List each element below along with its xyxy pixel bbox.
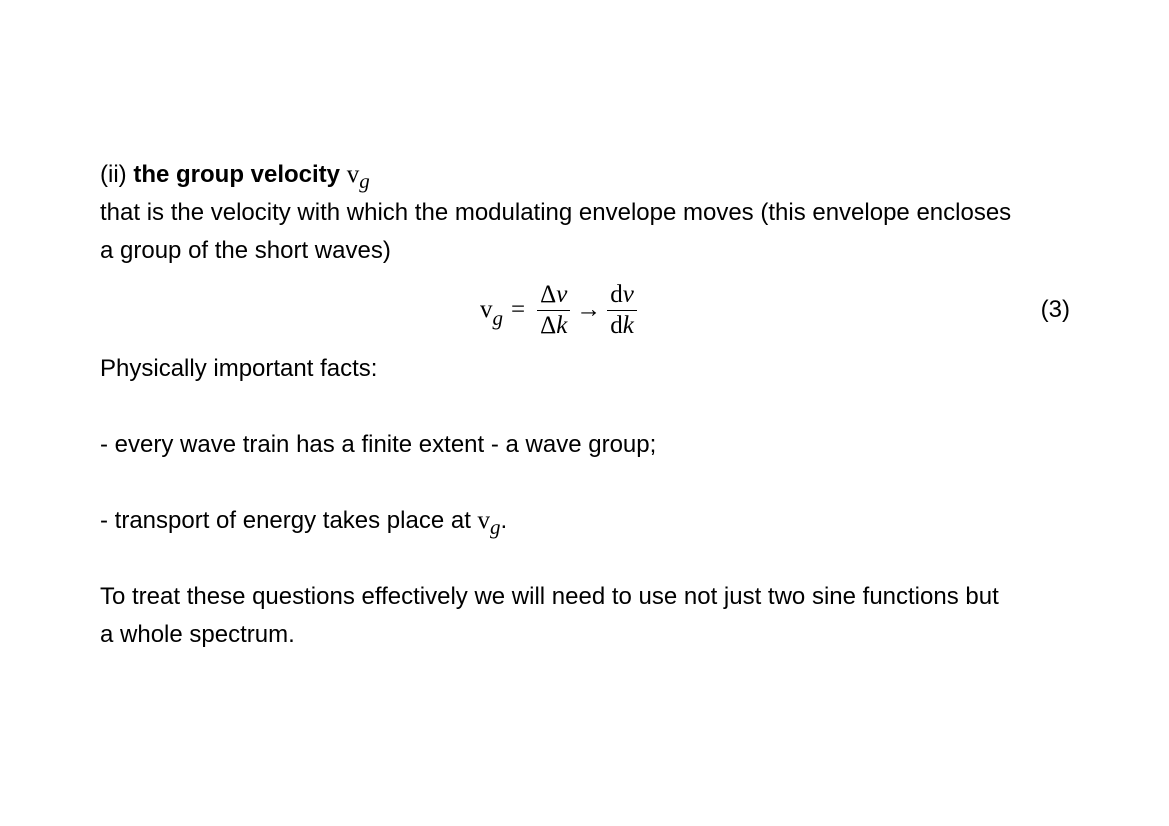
equation-lhs-subscript: g [492,306,503,330]
equation-lhs: v [480,296,493,323]
derivative-fraction-denominator: dk [610,311,634,339]
equation-arrow: → [576,296,602,323]
derivative-fraction-numerator: dν [607,280,637,311]
fact-energy-transport [100,502,1070,540]
equation-row [100,270,1070,350]
conclusion-line-2: a whole spectrum. [100,621,295,648]
equation-number: (3) [1040,296,1070,323]
facts-heading: Physically important facts: [100,355,378,382]
energy-velocity-symbol: v [477,507,491,534]
section-title: the group velocity [133,161,341,188]
fact-wave-group: - every wave train has a finite extent - a wave group; [100,431,657,458]
delta-fraction-denominator: Δk [540,311,568,339]
group-velocity-equation [480,280,641,340]
conclusion-line-1: To treat these questions effectively we will need to use not just two sine functions but [100,583,999,610]
spacer [100,540,1070,578]
spacer [100,388,1070,426]
section-heading [100,156,1070,194]
fact-energy-end: . [500,507,508,534]
equation-equals: = [511,296,526,323]
energy-velocity-subscript: g [490,515,501,539]
definition-line-1: that is the velocity with which the modulating envelope moves (this envelope encloses [100,199,1012,226]
group-velocity-subscript: g [359,169,370,193]
document-page [100,156,1070,654]
delta-fraction [537,280,570,341]
definition-line-2: a group of the short waves) [100,237,391,264]
section-prefix: (ii) [100,161,127,188]
spacer [100,464,1070,502]
delta-fraction-numerator: Δν [537,280,570,311]
derivative-fraction [607,280,637,341]
group-velocity-symbol: v [346,161,360,188]
fact-energy-text: - transport of energy takes place at [100,507,471,534]
